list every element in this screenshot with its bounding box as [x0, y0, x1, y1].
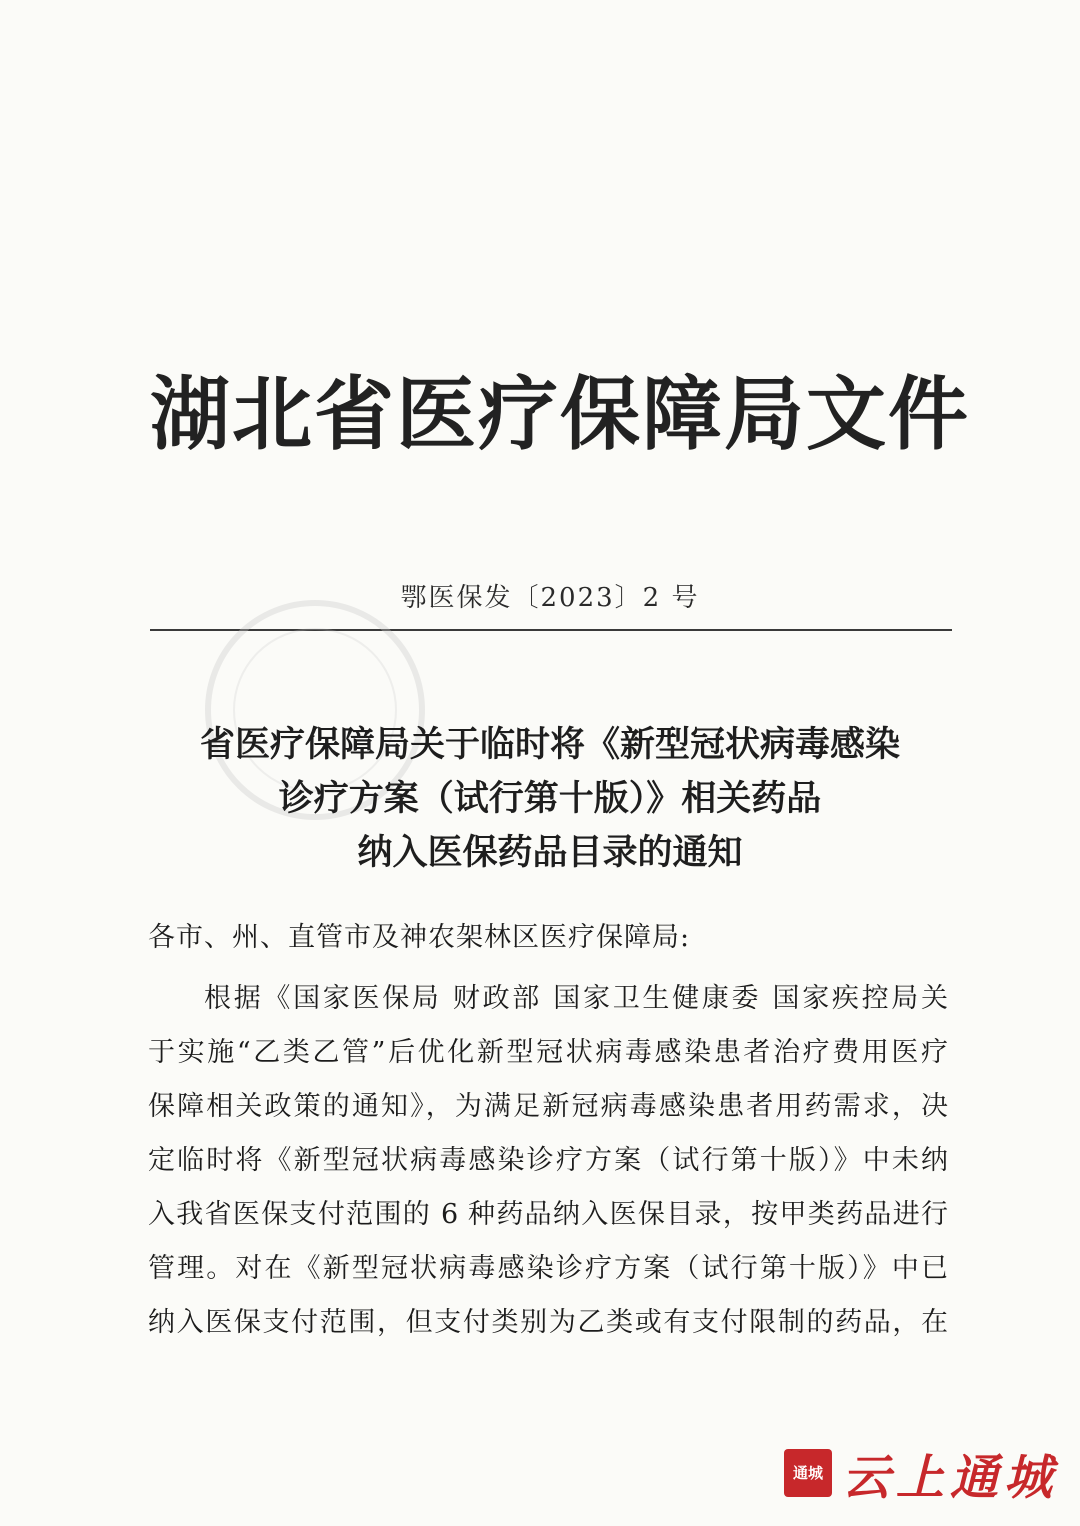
document-header-title: 湖北省医疗保障局文件 [150, 368, 970, 461]
body-paragraph [148, 972, 948, 1350]
body-line: 纳入医保支付范围，但支付类别为乙类或有支付限制的药品，在 [148, 1307, 948, 1338]
notice-title-line: 纳入医保药品目录的通知 [357, 833, 743, 873]
body-line: 保障相关政策的通知》，为满足新冠病毒感染患者用药需求，决 [148, 1091, 948, 1122]
notice-title-line: 诊疗方案（试行第十版）》相关药品 [278, 779, 822, 819]
watermark [784, 1442, 1058, 1504]
notice-title [120, 718, 980, 880]
body-line: 于实施“乙类乙管”后优化新型冠状病毒感染患者治疗费用医疗 [148, 1037, 948, 1068]
brand-text: 云上通城 [841, 1449, 1058, 1506]
brand-logo-icon: 通城 [784, 1449, 832, 1497]
body-line: 入我省医保支付范围的 6 种药品纳入医保目录，按甲类药品进行 [148, 1199, 948, 1230]
body-line: 定临时将《新型冠状病毒感染诊疗方案（试行第十版）》中未纳 [148, 1145, 948, 1176]
salutation: 各市、州、直管市及神农架林区医疗保障局: [148, 922, 691, 953]
body-line: 管理。对在《新型冠状病毒感染诊疗方案（试行第十版）》中已 [148, 1253, 948, 1284]
document-number: 鄂医保发〔2023〕2 号 [400, 583, 700, 613]
notice-title-line: 省医疗保障局关于临时将《新型冠状病毒感染 [199, 725, 900, 765]
body-line: 根据《国家医保局 财政部 国家卫生健康委 国家疾控局关 [204, 983, 948, 1014]
